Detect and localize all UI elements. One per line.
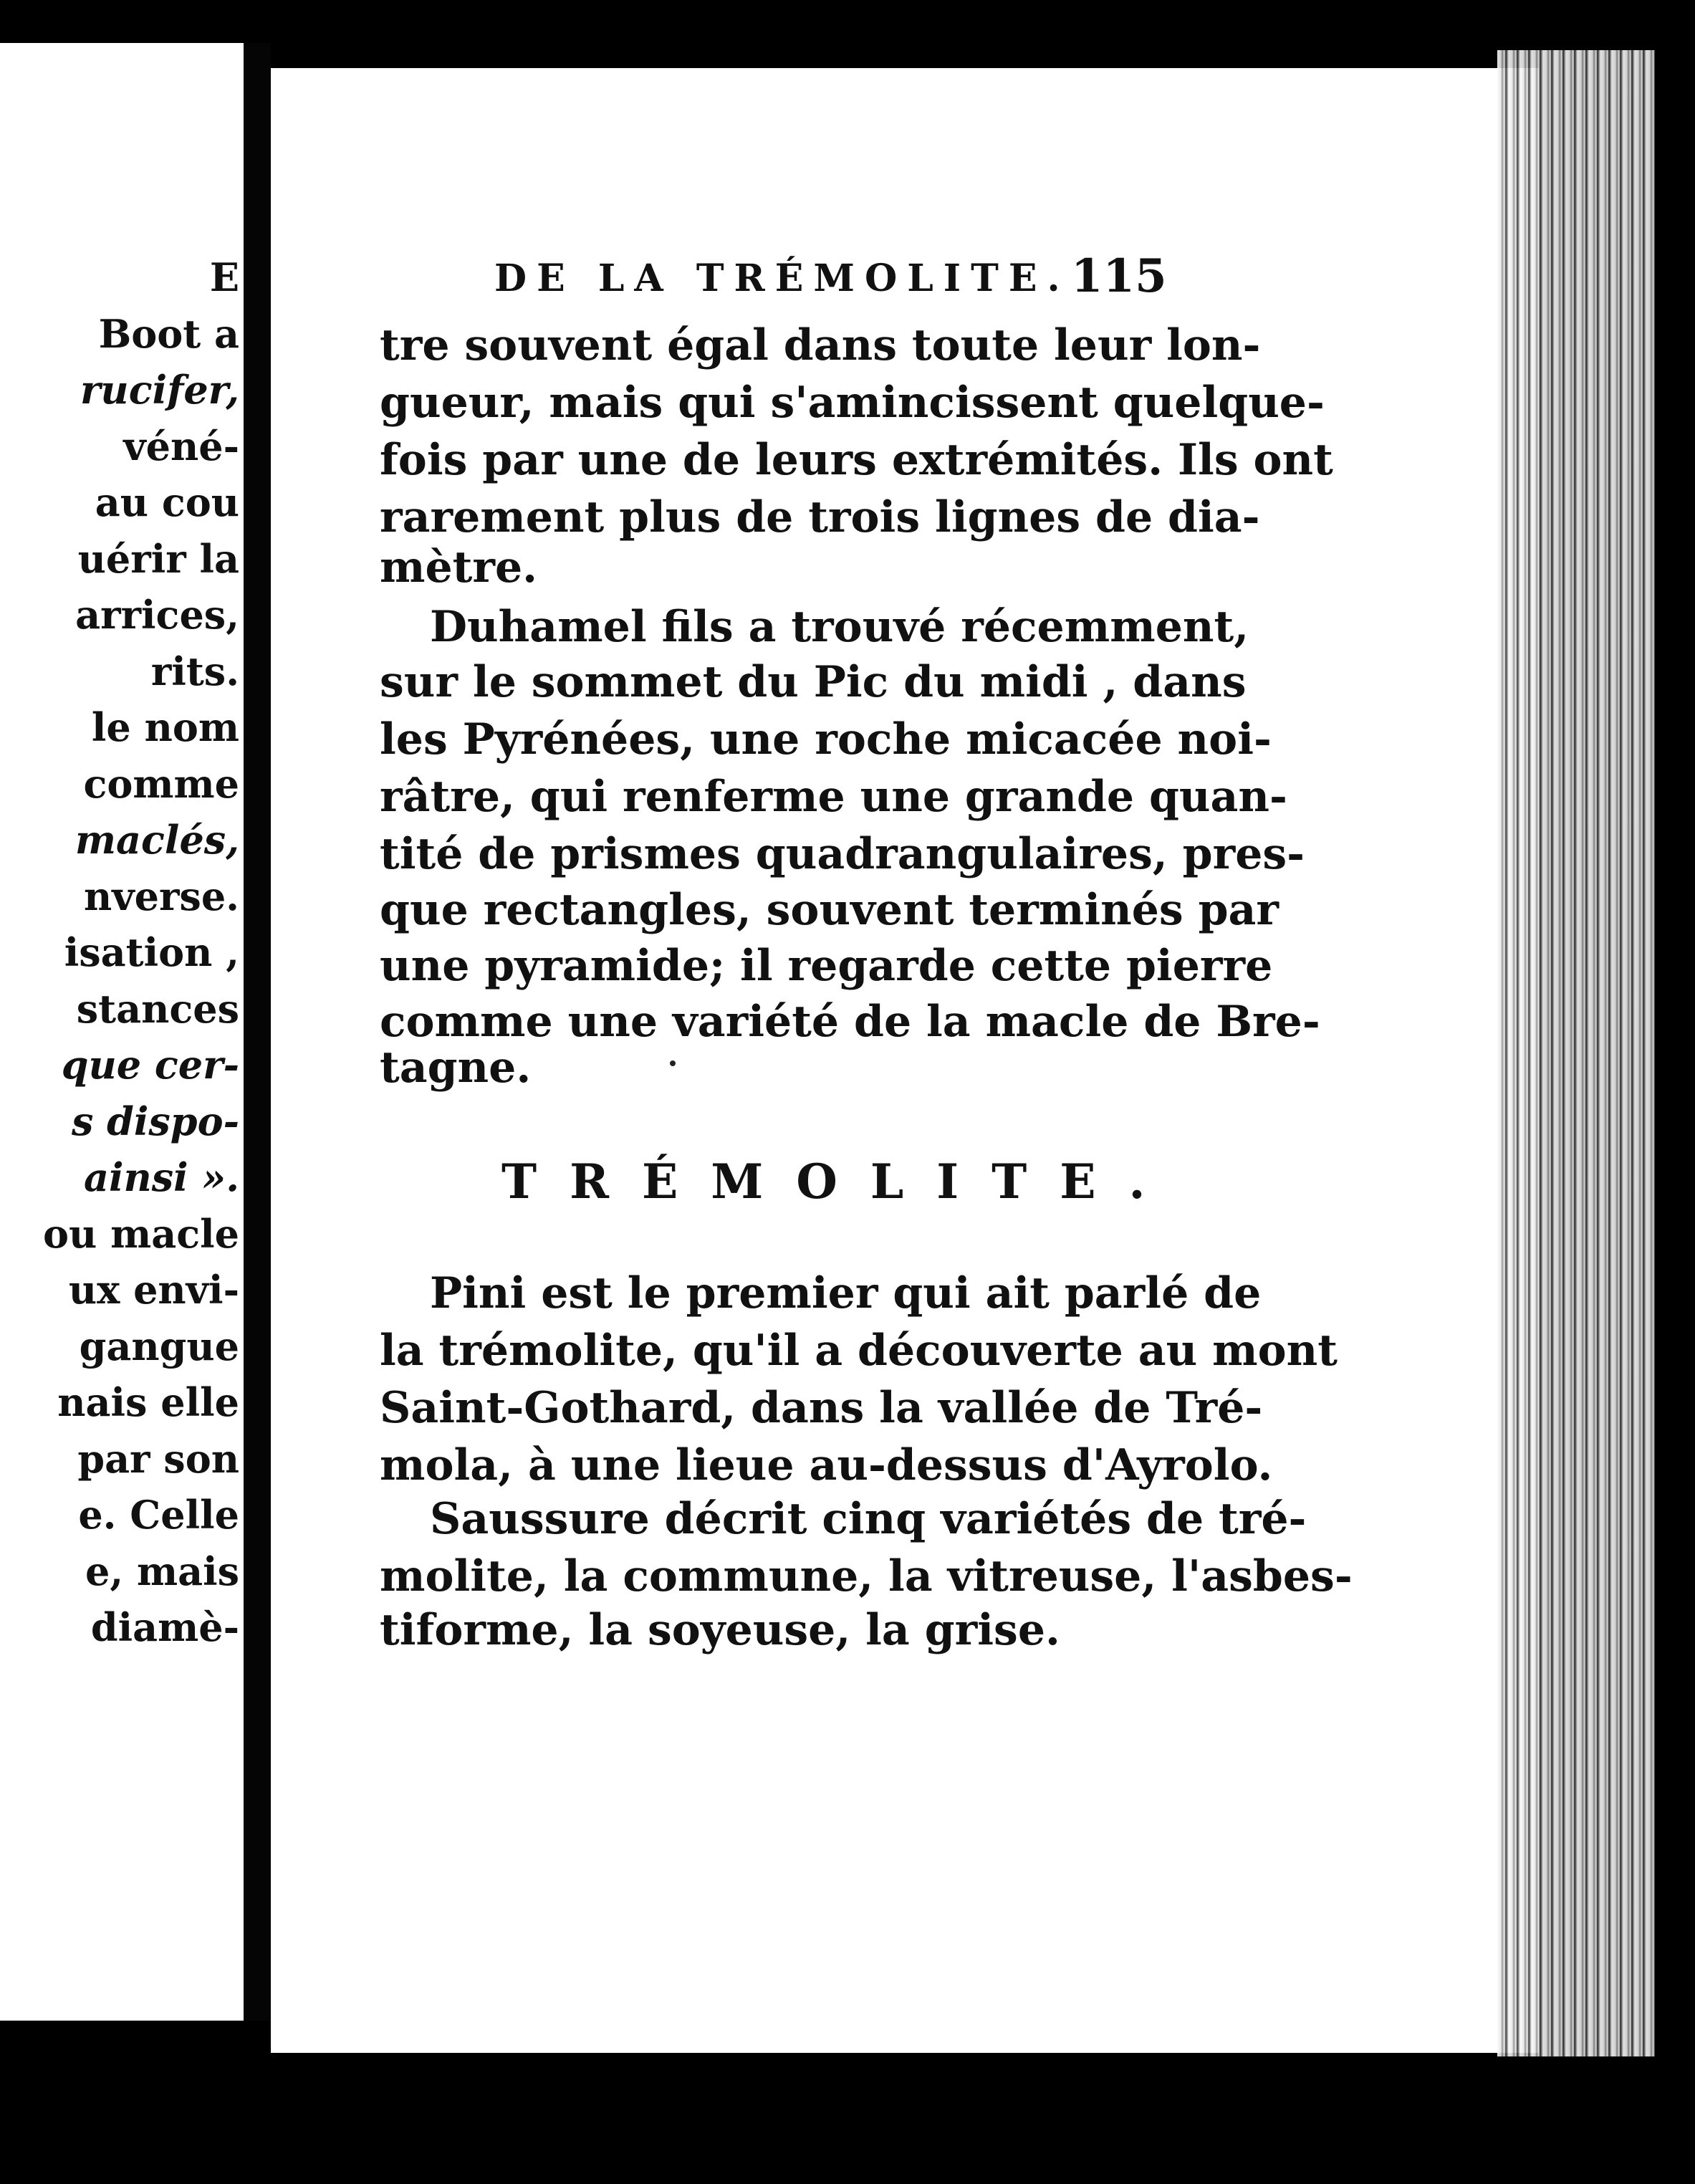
text-line: que rectangles, souvent terminés par	[380, 885, 1279, 935]
left-page-text	[0, 43, 244, 2021]
left-page-line: E	[209, 254, 239, 300]
page-number: 115	[1071, 249, 1167, 303]
text-line: une pyramide; il regarde cette pierre	[380, 941, 1273, 991]
left-page-line: isation ,	[64, 929, 239, 975]
text-line: Saussure décrit cinq variétés de tré-	[430, 1494, 1307, 1544]
text-line: tité de prismes quadrangulaires, pres-	[380, 829, 1305, 879]
left-page-line: s dispo-	[71, 1098, 239, 1144]
left-page-line: par son	[77, 1435, 239, 1482]
text-line: molite, la commune, la vitreuse, l'asbes-	[380, 1551, 1353, 1601]
text-line: tre souvent égal dans toute leur lon-	[380, 320, 1261, 370]
stray-mark	[670, 1060, 676, 1066]
text-line: Saint-Gothard, dans la vallée de Tré-	[380, 1383, 1263, 1433]
text-line: les Pyrénées, une roche micacée noi-	[380, 714, 1272, 765]
book-gutter	[244, 43, 271, 2021]
section-title: TRÉMOLITE.	[501, 1154, 1178, 1210]
left-page-line: Boot a	[98, 310, 239, 357]
text-line: rarement plus de trois lignes de dia-	[380, 492, 1260, 542]
left-page-line: stances	[76, 985, 239, 1032]
left-page-line: rucifer,	[80, 367, 239, 413]
left-page-line: e. Celle	[78, 1492, 239, 1538]
scan-border	[1655, 43, 1695, 2085]
left-page-line: gangue	[79, 1323, 239, 1369]
left-page-line: le nom	[91, 704, 239, 750]
text-line: la trémolite, qu'il a découverte au mont	[380, 1326, 1338, 1376]
text-line: comme une variété de la macle de Bre-	[380, 997, 1320, 1047]
left-page	[0, 43, 244, 2021]
left-page-line: comme	[83, 760, 239, 807]
left-page-line: ou macle	[43, 1210, 239, 1257]
left-page-line: arrices,	[75, 592, 239, 638]
left-page-line: diamè-	[90, 1604, 239, 1650]
text-line: tagne.	[380, 1043, 532, 1093]
left-page-line: véné-	[123, 423, 239, 469]
text-line: mètre.	[380, 542, 538, 593]
left-page-line: au cou	[95, 479, 239, 525]
left-page-line: uérir la	[77, 535, 239, 582]
left-page-line: nverse.	[83, 873, 239, 919]
text-line: tiforme, la soyeuse, la grise.	[380, 1605, 1060, 1655]
page-edges	[1497, 50, 1669, 2056]
text-line: mola, à une lieue au-dessus d'Ayrolo.	[380, 1440, 1273, 1490]
running-head: DE LA TRÉMOLITE.	[494, 257, 1070, 300]
left-page-line: rits.	[150, 648, 239, 694]
text-line: Pini est le premier qui ait parlé de	[430, 1268, 1262, 1318]
text-line: Duhamel fils a trouvé récemment,	[430, 602, 1249, 652]
left-page-line: ux envi-	[68, 1267, 239, 1313]
left-page-line: e, mais	[85, 1548, 239, 1594]
left-page-line: que cer-	[61, 1042, 239, 1088]
text-line: gueur, mais qui s'amincissent quelque-	[380, 378, 1325, 428]
left-page-line: maclés,	[75, 817, 239, 863]
text-line: fois par une de leurs extrémités. Ils ont	[380, 435, 1333, 485]
text-line: râtre, qui renferme une grande quan-	[380, 772, 1287, 822]
left-page-line: nais elle	[57, 1379, 239, 1425]
text-line: sur le sommet du Pic du midi , dans	[380, 657, 1247, 707]
left-page-line: ainsi ».	[83, 1154, 239, 1200]
